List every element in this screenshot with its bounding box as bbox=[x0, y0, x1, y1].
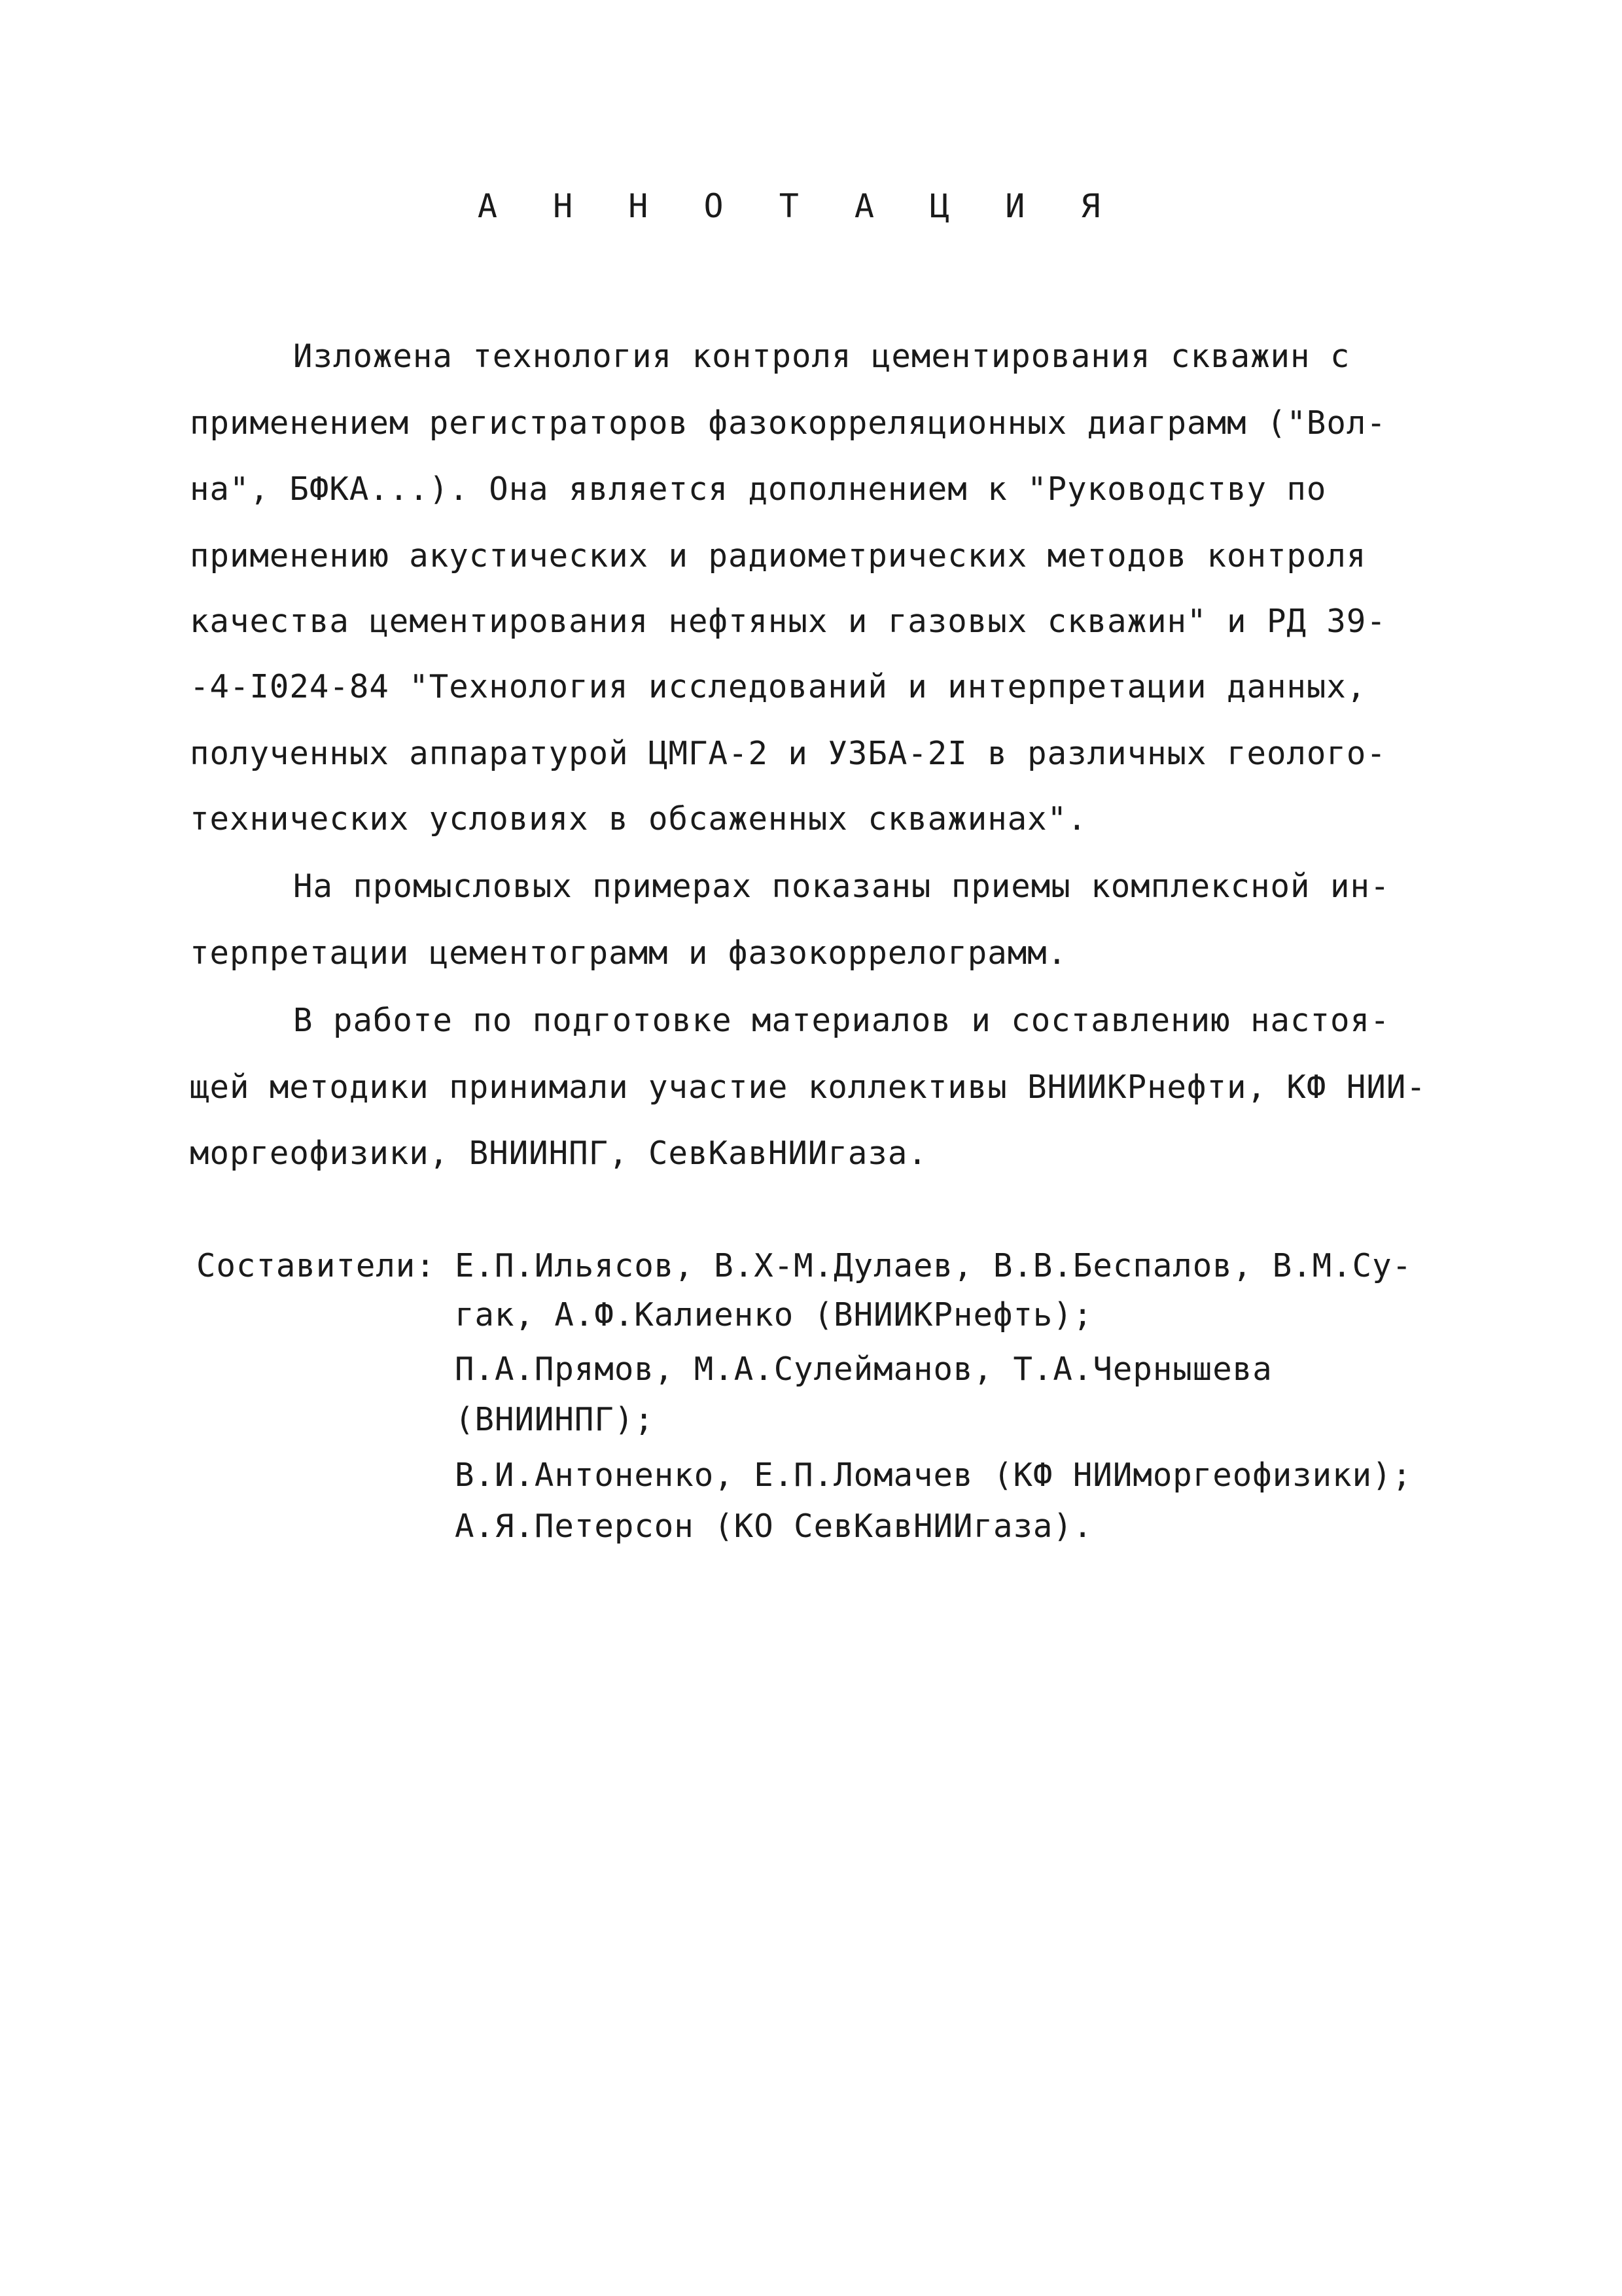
paragraph-line: качества цементирования нефтяных и газовых скважин" и РД 39- bbox=[190, 603, 1386, 640]
paragraph-line: на", БФКА...). Она является дополнением к "Руководству по bbox=[190, 470, 1327, 508]
compilers-line: П.А.Прямов, М.А.Сулейманов, Т.А.Чернышева bbox=[455, 1351, 1273, 1388]
paragraph-line: применению акустических и радиометрических методов контроля bbox=[190, 537, 1367, 574]
compilers-line: Е.П.Ильясов, В.Х-М.Дулаев, В.В.Беспалов, В.М.Су- bbox=[455, 1247, 1413, 1284]
paragraph-line: полученных аппаратурой ЦМГА-2 и УЗБА-2I в различных геолого- bbox=[190, 735, 1386, 772]
compilers-line: В.И.Антоненко, Е.П.Ломачев (КФ НИИморгеофизики); bbox=[455, 1457, 1413, 1494]
paragraph-line: -4-I024-84 "Технология исследований и интерпретации данных, bbox=[190, 668, 1367, 705]
compilers-line: гак, А.Ф.Калиенко (ВНИИКРнефть); bbox=[455, 1296, 1093, 1333]
paragraph-line: На промысловых примерах показаны приемы комплексной ин- bbox=[293, 868, 1390, 905]
compilers-label: Составители: bbox=[196, 1247, 436, 1284]
paragraph-line: щей методики принимали участие коллективы ВНИИКРнефти, КФ НИИ- bbox=[190, 1069, 1426, 1106]
document-title: А Н Н О Т А Ц И Я bbox=[477, 187, 1119, 225]
paragraph-line: применением регистраторов фазокорреляционных диаграмм ("Вол- bbox=[190, 404, 1386, 442]
paragraph-line: В работе по подготовке материалов и составлению настоя- bbox=[293, 1002, 1390, 1039]
paragraph-line: Изложена технология контроля цементирования скважин с bbox=[293, 338, 1350, 375]
paragraph-line: терпретации цементограмм и фазокоррелограмм. bbox=[190, 934, 1068, 972]
compilers-line: (ВНИИНПГ); bbox=[455, 1401, 654, 1438]
paragraph-line: технических условиях в обсаженных скважинах". bbox=[190, 800, 1087, 838]
paragraph-line: моргеофизики, ВНИИНПГ, СевКавНИИгаза. bbox=[190, 1135, 928, 1172]
compilers-line: А.Я.Петерсон (КО СевКавНИИгаза). bbox=[455, 1508, 1093, 1545]
